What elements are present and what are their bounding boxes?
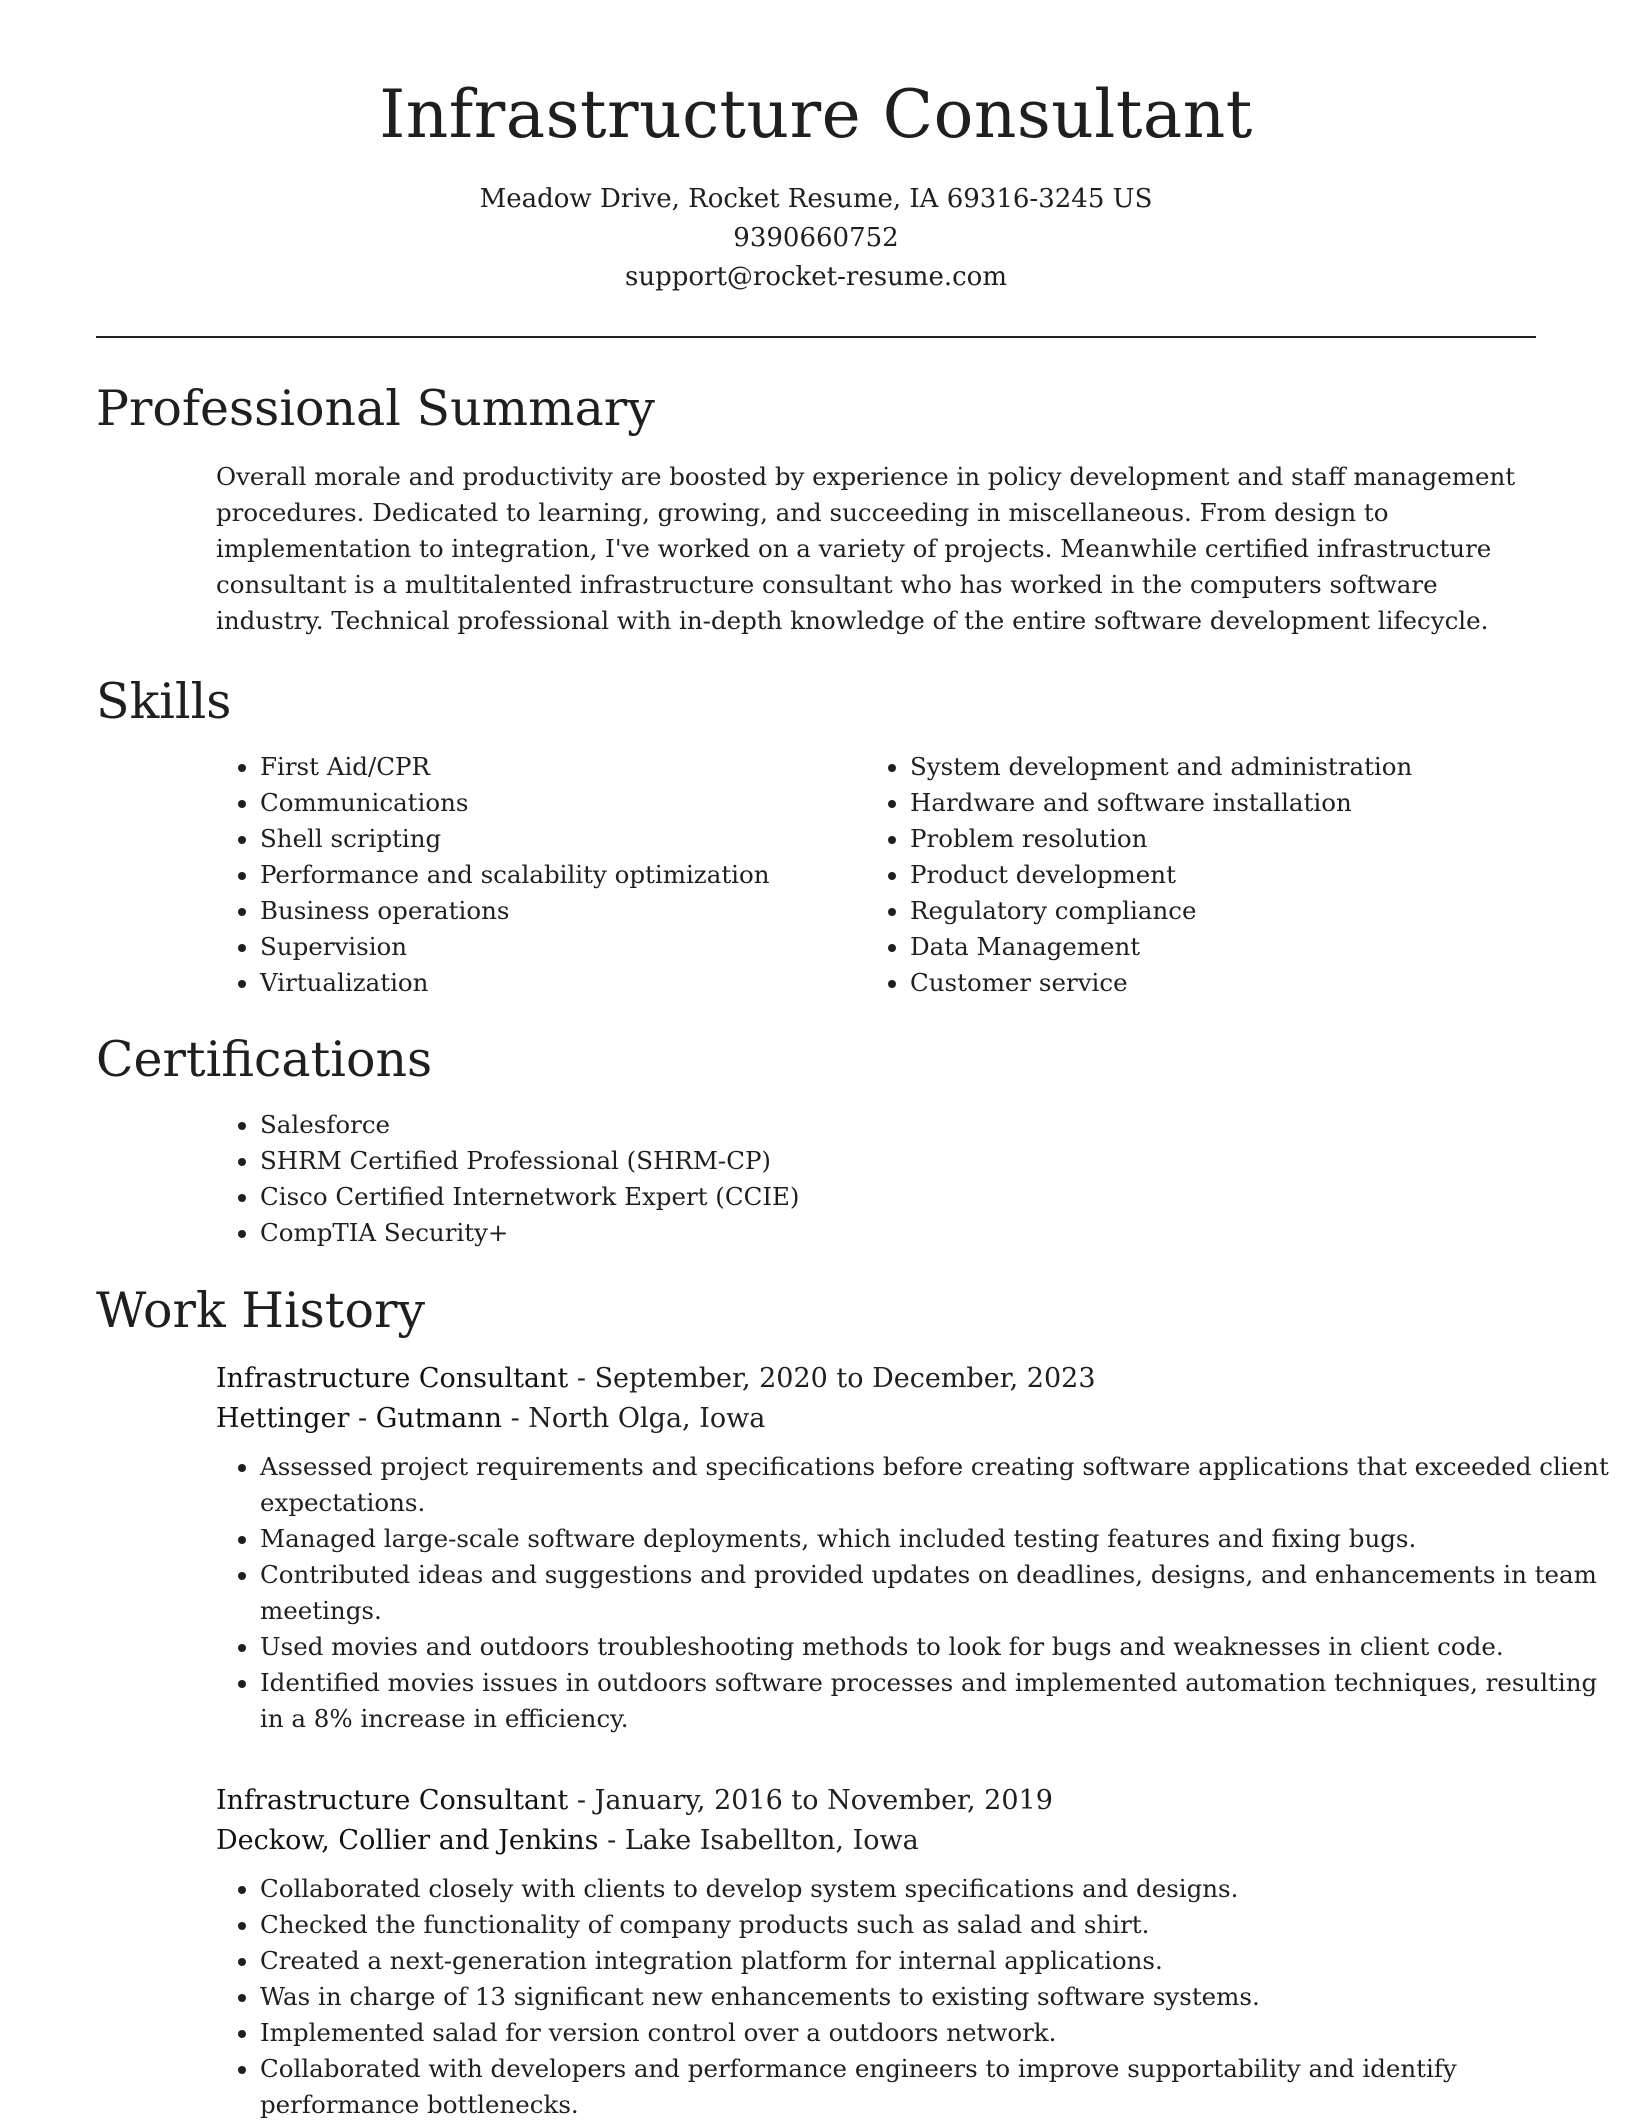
skill-item: • Data Management <box>910 929 1530 965</box>
contact-email: support@rocket-resume.com <box>624 262 1007 292</box>
certification-item: • CompTIA Security+ <box>260 1215 1536 1251</box>
job-location: Lake Isabellton, Iowa <box>624 1825 919 1856</box>
skills-heading: Skills <box>96 673 232 730</box>
skill-item: • Shell scripting <box>260 821 866 857</box>
job-dates: January, 2016 to November, 2019 <box>594 1785 1053 1816</box>
separator: - <box>598 1825 625 1856</box>
job-bullet: • Managed large-scale software deployments, which included testing features and fixing bugs. <box>260 1521 1610 1557</box>
job-bullet: • Collaborated with developers and performance engineers to improve supportability and identify performance bottlenecks. <box>260 2051 1610 2123</box>
summary-heading: Professional Summary <box>96 380 655 437</box>
resume-header <box>96 0 1536 297</box>
skills-grid <box>216 749 1536 1001</box>
job-entry <box>216 1781 1536 2123</box>
job-role: Infrastructure Consultant <box>216 1785 569 1816</box>
skill-item: • Business operations <box>260 893 866 929</box>
job-bullets <box>216 1449 1610 1737</box>
certification-item: • SHRM Certified Professional (SHRM-CP) <box>260 1143 1536 1179</box>
contact-address: Meadow Drive, Rocket Resume, IA 69316-3245 US <box>479 184 1153 214</box>
job-location: North Olga, Iowa <box>528 1403 766 1434</box>
certification-item: • Cisco Certified Internetwork Expert (CCIE) <box>260 1179 1536 1215</box>
job-bullet: • Was in charge of 13 significant new enhancements to existing software systems. <box>260 1979 1610 2015</box>
job-bullet: • Contributed ideas and suggestions and provided updates on deadlines, designs, and enhancements in team meetings. <box>260 1557 1610 1629</box>
job-dates: September, 2020 to December, 2023 <box>594 1363 1096 1394</box>
job-company: Hettinger - Gutmann <box>216 1403 502 1434</box>
skill-item: • System development and administration <box>910 749 1530 785</box>
skill-item: • Performance and scalability optimization <box>260 857 866 893</box>
job-company-line <box>216 1399 1536 1439</box>
job-company: Deckow, Collier and Jenkins <box>216 1825 599 1856</box>
job-company-line <box>216 1821 1536 1861</box>
job-title-line <box>216 1781 1536 1821</box>
certifications-list <box>216 1107 1536 1251</box>
job-bullet: • Implemented salad for version control over a outdoors network. <box>260 2015 1610 2051</box>
skill-item: • Problem resolution <box>910 821 1530 857</box>
candidate-name: Infrastructure Consultant <box>379 76 1253 153</box>
summary-text: Overall morale and productivity are boosted by experience in policy development and staff management procedures. Dedicated to learning, growing, and succeeding in miscellaneous. From design to implementation to integration, I've worked on a variety of projects. Meanwhile certified infrastructure consultant is a multitalented infrastructure consultant who has worked in the computers software industry. Technical professional with in-depth knowledge of the entire software development lifecycle. <box>216 462 1516 635</box>
certification-item: • Salesforce <box>260 1107 1536 1143</box>
job-bullets <box>216 1871 1610 2123</box>
job-title-line <box>216 1359 1536 1399</box>
skill-item: • First Aid/CPR <box>260 749 866 785</box>
skill-item: • Supervision <box>260 929 866 965</box>
job-role: Infrastructure Consultant <box>216 1363 569 1394</box>
header-divider <box>96 336 1536 338</box>
job-bullet: • Assessed project requirements and specifications before creating software applications that exceeded client expectations. <box>260 1449 1610 1521</box>
contact-phone: 9390660752 <box>733 223 899 253</box>
contact-block <box>96 180 1536 297</box>
skill-item: • Customer service <box>910 965 1530 1001</box>
job-bullet: • Identified movies issues in outdoors software processes and implemented automation techniques, resulting in a 8% increase in efficiency. <box>260 1665 1610 1737</box>
skills-list-left <box>216 749 866 1001</box>
skill-item: • Hardware and software installation <box>910 785 1530 821</box>
job-bullet: • Created a next-generation integration platform for internal applications. <box>260 1943 1610 1979</box>
separator: - <box>568 1363 595 1394</box>
job-entry <box>216 1359 1609 1737</box>
skills-list-right <box>866 749 1530 1001</box>
separator: - <box>568 1785 595 1816</box>
skill-item: • Communications <box>260 785 866 821</box>
certifications-heading: Certifications <box>96 1031 433 1088</box>
job-bullet: • Collaborated closely with clients to develop system specifications and designs. <box>260 1871 1610 1907</box>
skill-item: • Product development <box>910 857 1530 893</box>
skill-item: • Virtualization <box>260 965 866 1001</box>
job-bullet: • Used movies and outdoors troubleshooting methods to look for bugs and weaknesses in client code. <box>260 1629 1610 1665</box>
resume-page <box>96 0 1609 2123</box>
skill-item: • Regulatory compliance <box>910 893 1530 929</box>
job-bullet: • Checked the functionality of company products such as salad and shirt. <box>260 1907 1610 1943</box>
work-history-heading: Work History <box>96 1282 426 1339</box>
separator: - <box>502 1403 529 1434</box>
